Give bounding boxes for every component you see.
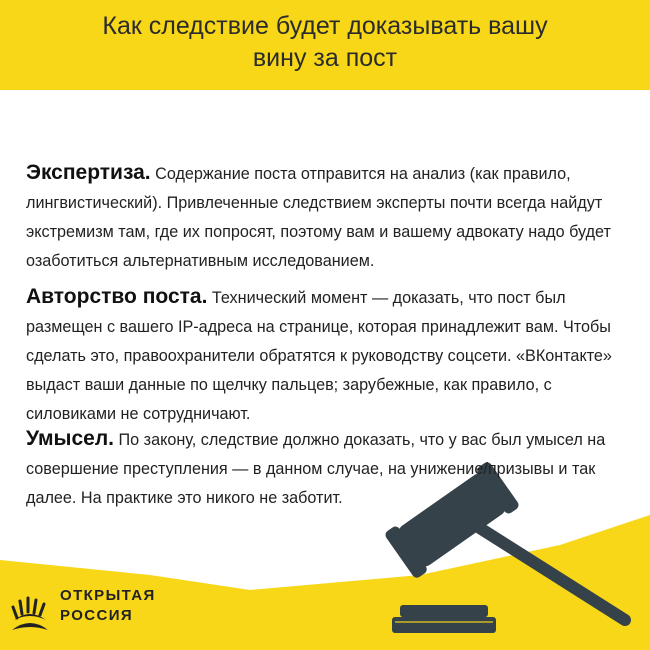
header-wedge	[0, 90, 650, 135]
page-title	[0, 10, 650, 74]
logo-line2: РОССИЯ	[60, 607, 134, 624]
section-intent	[26, 424, 626, 513]
section-expertise-lead: Экспертиза.	[26, 161, 151, 184]
section-authorship-lead: Авторство поста.	[26, 285, 208, 308]
sound-block-icon	[392, 605, 496, 633]
page-title-line1: Как следствие будет доказывать вашу	[102, 12, 548, 40]
section-expertise-text: Содержание поста отправится на анализ (как правило, лингвистический). Привлеченные следствием эксперты почти всегда найдут экстремизм там, где их попросят, поэтому вам и вашему адвокату надо будет озаботиться альтернативным исследованием.	[26, 165, 611, 270]
section-intent-lead: Умысел.	[26, 427, 115, 450]
section-expertise	[26, 158, 626, 276]
section-authorship	[26, 282, 626, 429]
section-authorship-text: Технический момент — доказать, что пост был размещен с вашего IP-адреса на странице, которая принадлежит вам. Чтобы сделать это, правоохранители обратятся к руководству соцсети. «ВКонтакте» выдаст ваши данные по щелчку пальцев; зарубежные, как правило, с силовиками не сотрудничают.	[26, 289, 612, 423]
logo-text	[60, 586, 156, 626]
section-intent-text: По закону, следствие должно доказать, что у вас был умысел на совершение преступления — в данном случае, на унижение/призывы и так далее. На практике это никого не заботит.	[26, 431, 606, 507]
logo-line1: ОТКРЫТАЯ	[60, 587, 156, 604]
page-title-line2: вину за пост	[252, 44, 398, 72]
